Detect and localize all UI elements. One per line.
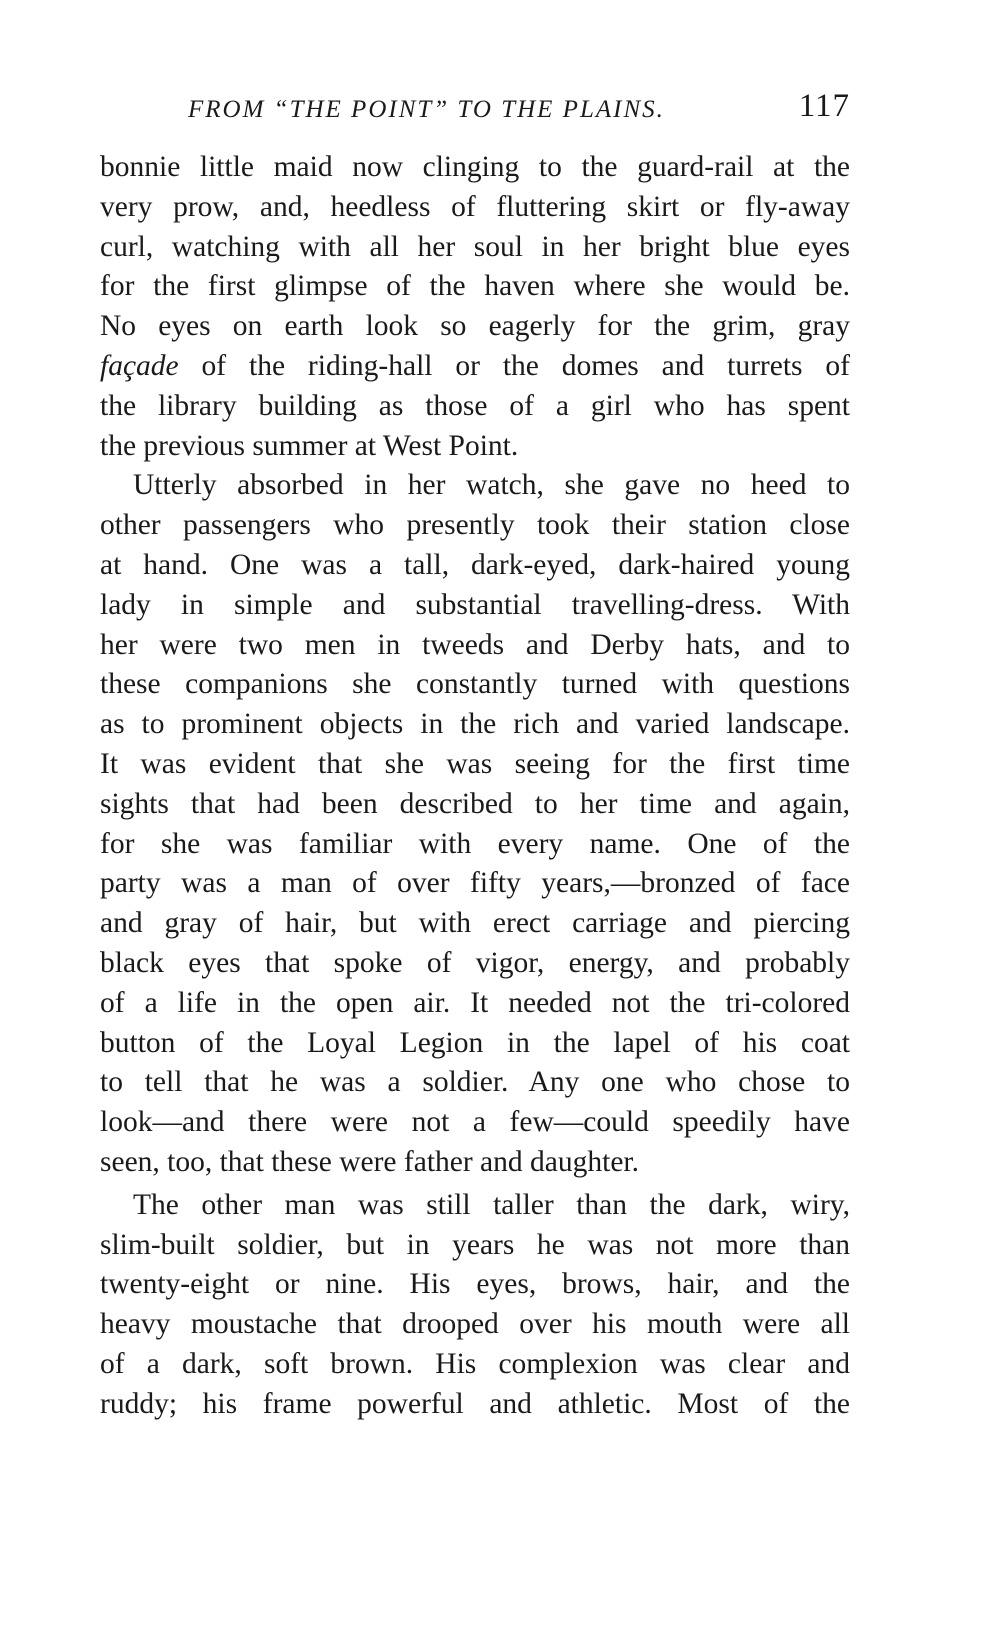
running-head <box>100 88 850 128</box>
text-line: party was a man of over fifty years,—bronzed of face <box>100 867 850 900</box>
text-line: button of the Loyal Legion in the lapel of his coat <box>100 1026 850 1059</box>
text-line: It was evident that she was seeing for the first time <box>100 747 850 780</box>
text-line: her were two men in tweeds and Derby hats, and to <box>100 628 850 661</box>
text-line: of a dark, soft brown. His complexion was clear and <box>100 1347 850 1380</box>
text-line: as to prominent objects in the rich and varied landscape. <box>100 708 850 741</box>
paragraph-2 <box>100 466 850 1182</box>
text-line: ruddy; his frame powerful and athletic. Most of the <box>100 1387 850 1420</box>
text-line: heavy moustache that drooped over his mouth were all <box>100 1308 850 1341</box>
text-line: The other man was still taller than the dark, wiry, <box>133 1188 850 1221</box>
text-line: to tell that he was a soldier. Any one who chose to <box>100 1066 850 1099</box>
page-number: 117 <box>798 88 850 124</box>
text-line: other passengers who presently took their station close <box>100 509 850 542</box>
text-line: twenty-eight or nine. His eyes, brows, hair, and the <box>100 1268 850 1301</box>
text-line: the library building as those of a girl who has spent <box>100 389 850 422</box>
text-line: and gray of hair, but with erect carriage and piercing <box>100 907 850 940</box>
text-line: No eyes on earth look so eagerly for the grim, gray <box>100 310 850 343</box>
running-title: FROM “THE POINT” TO THE PLAINS. <box>188 96 665 123</box>
text-line: curl, watching with all her soul in her bright blue eyes <box>100 230 850 263</box>
body-text <box>100 148 850 1425</box>
paragraph-1 <box>100 148 850 466</box>
text-line: lady in simple and substantial travelling-dress. With <box>100 588 850 621</box>
paragraph-3 <box>100 1186 850 1425</box>
text-line: these companions she constantly turned with questions <box>100 668 850 701</box>
text-line: at hand. One was a tall, dark-eyed, dark-haired young <box>100 548 850 581</box>
text-line: for the first glimpse of the haven where she would be. <box>100 270 850 303</box>
text-line: for she was familiar with every name. One of the <box>100 827 850 860</box>
text-line: bonnie little maid now clinging to the guard-rail at the <box>100 151 850 183</box>
text-line: look—and there were not a few—could speedily have <box>100 1106 850 1139</box>
text-line: very prow, and, heedless of fluttering skirt or fly-away <box>100 190 850 223</box>
text-line: seen, too, that these were father and daughter. <box>100 1145 639 1178</box>
text-line: sights that had been described to her time and again, <box>100 787 850 820</box>
text-line: the previous summer at West Point. <box>100 429 519 462</box>
text-line: façade of the riding-hall or the domes and turrets of <box>100 349 850 382</box>
text-line: slim-built soldier, but in years he was not more than <box>100 1228 850 1261</box>
text-line: black eyes that spoke of vigor, energy, and probably <box>100 946 850 979</box>
italic-word: façade <box>100 349 179 382</box>
text-line: of a life in the open air. It needed not the tri-colored <box>100 986 850 1019</box>
text-line: Utterly absorbed in her watch, she gave no heed to <box>133 469 850 502</box>
